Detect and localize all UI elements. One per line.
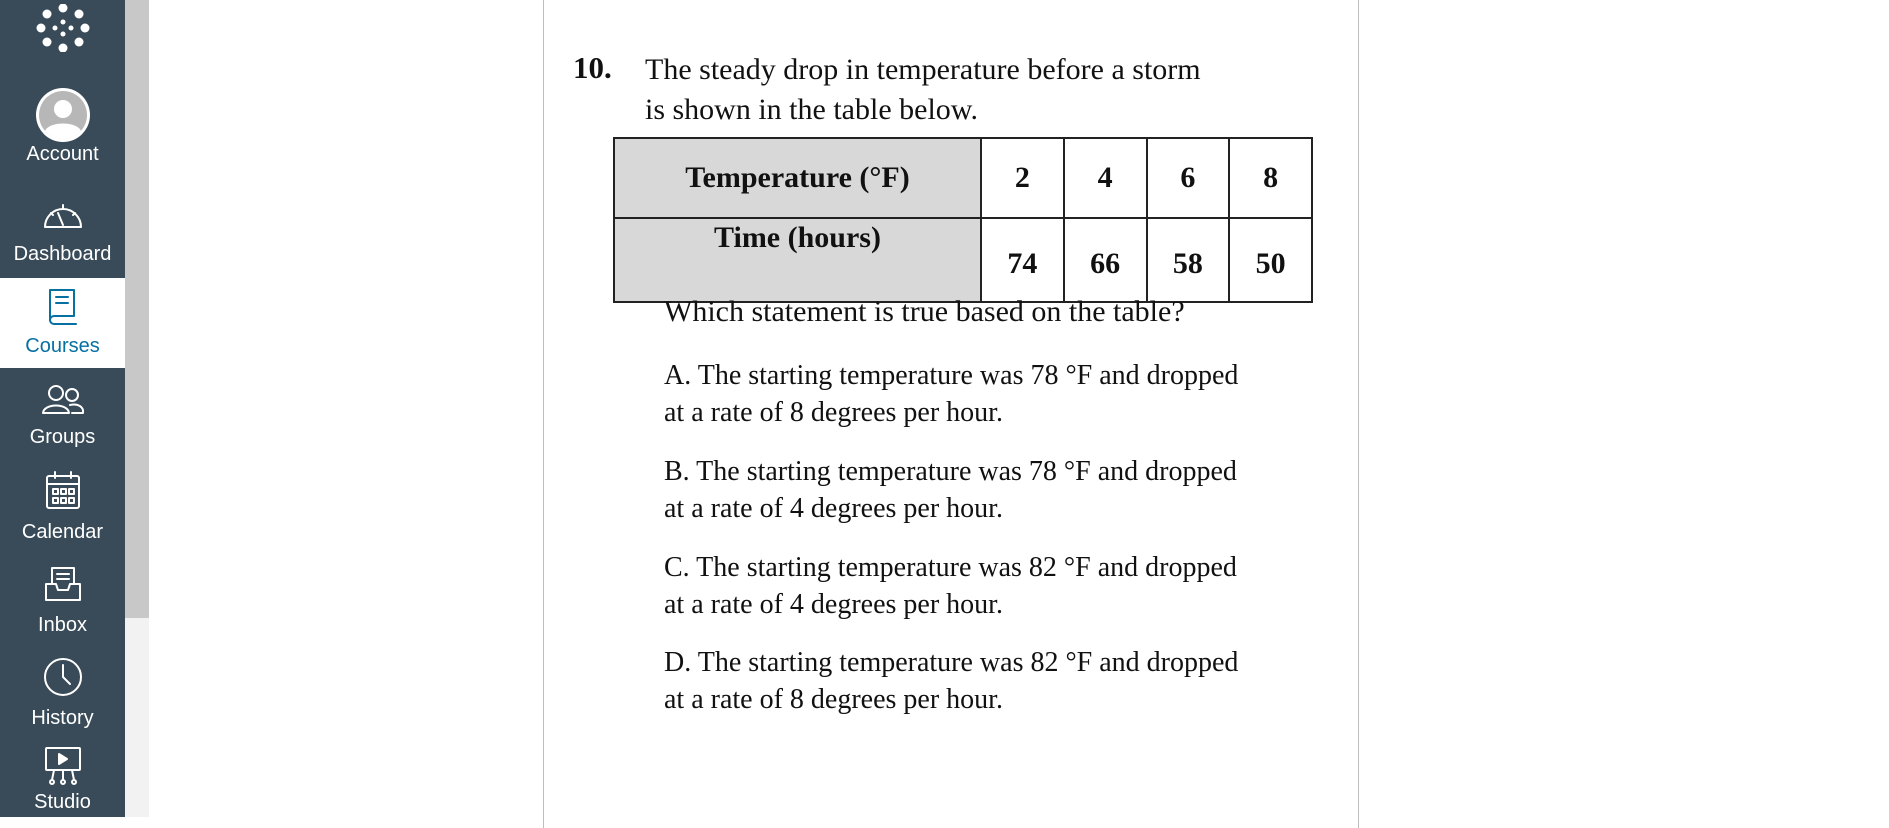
table-cell: 8 xyxy=(1229,138,1312,218)
nav-item-groups[interactable] xyxy=(0,375,125,449)
nav-item-label: Calendar xyxy=(21,521,104,543)
nav-item-label: Courses xyxy=(25,335,100,357)
nav-item-label: History xyxy=(31,707,94,729)
nav-item-label: Groups xyxy=(29,426,96,448)
table-cell: 58 xyxy=(1147,218,1230,302)
nav-item-account[interactable] xyxy=(0,88,125,166)
option-line: A. The starting temperature was 78 °F and dropped xyxy=(664,360,1239,391)
option-line: B. The starting temperature was 78 °F and dropped xyxy=(664,456,1237,487)
answer-option-d xyxy=(664,644,1304,718)
nav-item-label: Dashboard xyxy=(13,243,112,265)
inbox-icon xyxy=(42,555,84,613)
history-icon xyxy=(42,648,84,706)
table-cell: 6 xyxy=(1147,138,1230,218)
data-table xyxy=(613,137,1313,303)
option-line: C. The starting temperature was 82 °F and dropped xyxy=(664,552,1237,583)
option-line: D. The starting temperature was 82 °F and dropped xyxy=(664,647,1239,678)
nav-item-history[interactable] xyxy=(0,648,125,730)
question-line: is shown in the table below. xyxy=(645,93,979,126)
canvas-logo-icon[interactable] xyxy=(0,0,125,52)
row-header: Temperature (°F) xyxy=(614,138,981,218)
nav-item-studio[interactable] xyxy=(0,740,125,814)
scroll-thumb[interactable] xyxy=(125,0,149,618)
groups-icon xyxy=(40,375,86,425)
table-row-temperature xyxy=(614,138,1312,218)
account-icon xyxy=(35,88,91,142)
table-row-time xyxy=(614,218,1312,302)
nav-item-dashboard[interactable] xyxy=(0,190,125,266)
answer-option-b xyxy=(664,453,1304,527)
option-line: at a rate of 4 degrees per hour. xyxy=(664,589,1003,620)
table-cell: 66 xyxy=(1064,218,1147,302)
answer-option-c xyxy=(664,549,1304,623)
option-line: at a rate of 8 degrees per hour. xyxy=(664,397,1003,428)
courses-icon xyxy=(46,278,80,334)
nav-item-calendar[interactable] xyxy=(0,462,125,544)
nav-item-courses[interactable] xyxy=(0,278,125,368)
table-cell: 2 xyxy=(981,138,1064,218)
row-header: Time (hours) xyxy=(614,218,981,302)
global-nav xyxy=(0,0,125,817)
nav-item-label: Account xyxy=(26,143,99,165)
answer-option-a xyxy=(664,357,1304,431)
question-text xyxy=(645,50,1201,130)
studio-icon xyxy=(42,740,84,790)
question-line: The steady drop in temperature before a storm xyxy=(645,53,1201,86)
option-line: at a rate of 4 degrees per hour. xyxy=(664,493,1003,524)
table-cell: 74 xyxy=(981,218,1064,302)
option-line: at a rate of 8 degrees per hour. xyxy=(664,684,1003,715)
question-prompt: Which statement is true based on the table? xyxy=(664,295,1185,328)
nav-item-inbox[interactable] xyxy=(0,555,125,637)
question-number: 10. xyxy=(573,50,612,85)
nav-item-label: Studio xyxy=(34,791,91,813)
table-cell: 50 xyxy=(1229,218,1312,302)
dashboard-icon xyxy=(41,190,85,242)
table-cell: 4 xyxy=(1064,138,1147,218)
nav-item-label: Inbox xyxy=(38,614,87,636)
calendar-icon xyxy=(43,462,83,520)
